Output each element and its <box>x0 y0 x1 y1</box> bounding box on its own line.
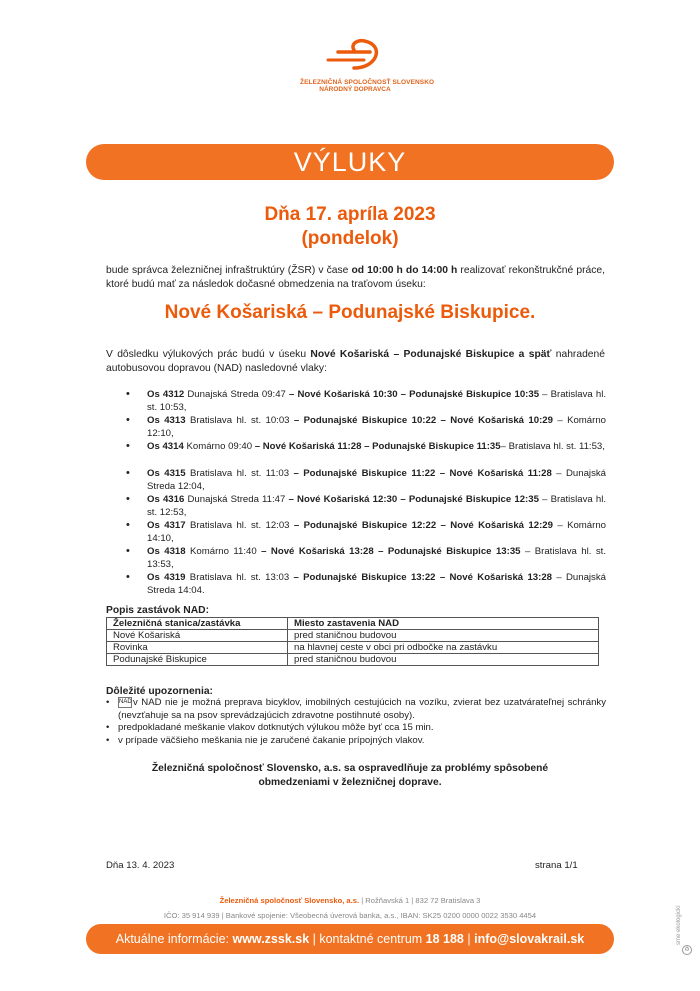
list-item: • Os 4318 Komárno 11:40 – Nové Košariská 13:28 – Podunajské Biskupice 13:35 – Bratislava hl. st. 13:53, <box>120 545 606 571</box>
contact-phone: 18 188 <box>425 932 464 946</box>
closure-date: Dňa 17. apríla 2023 <box>264 204 436 225</box>
notices-list <box>106 697 606 747</box>
table-row <box>107 642 599 654</box>
zssk-logo <box>300 38 435 108</box>
list-item: • Os 4314 Komárno 09:40 – Nové Košariská 11:28 – Podunajské Biskupice 11:35– Bratislava hl. st. 11:53, <box>120 440 606 466</box>
list-item: • Os 4313 Bratislava hl. st. 10:03 – Podunajské Biskupice 10:22 – Nové Košariská 10:29 – Komárno 12:10, <box>120 414 606 440</box>
stops-table <box>106 617 599 666</box>
list-item: • v prípade väčšieho meškania nie je zaručené čakanie prípojných vlakov. <box>106 735 606 748</box>
column-header: Miesto zastavenia NAD <box>288 618 599 630</box>
table-cell: pred staničnou budovou <box>288 654 599 666</box>
eco-icon: ♻ <box>682 945 692 955</box>
table-cell: Podunajské Biskupice <box>107 654 288 666</box>
company-footer <box>0 893 700 923</box>
bus-replacement-icon: NAD <box>118 697 132 708</box>
table-header-row <box>107 618 599 630</box>
apology-text: Železničná spoločnosť Slovensko, a.s. sa ospravedlňuje za problémy spôsobené obmedzeniami v železničnej doprave. <box>151 763 549 788</box>
table-cell: pred staničnou budovou <box>288 630 599 642</box>
zssk-logo-icon <box>324 38 386 78</box>
table-cell: Nové Košariská <box>107 630 288 642</box>
footer-bank: IČO: 35 914 939 | Bankové spojenie: Všeobecná úverová banka, a.s., IBAN: SK25 0200 0000 0022 3530 4454 <box>163 911 537 920</box>
contact-info-bar: Aktuálne informácie: www.zssk.sk | kontaktné centrum 18 188 | info@slovakrail.sk <box>86 924 614 954</box>
page-title-banner: VÝLUKY <box>86 144 614 180</box>
eco-note: sme ekologickí <box>676 905 682 945</box>
list-item: • Os 4315 Bratislava hl. st. 11:03 – Podunajské Biskupice 11:22 – Nové Košariská 11:28 – Dunajská Streda 12:04, <box>120 467 606 493</box>
consequence-paragraph: V dôsledku výlukových prác budú v úseku Nové Košariská – Podunajské Biskupice a späť nahradené autobusovou dopravou (NAD) nasledovné vlaky: <box>106 349 605 374</box>
closure-time: od 10:00 h do 14:00 h <box>351 265 458 276</box>
notices-title: Dôležité upozornenia: <box>106 686 213 697</box>
list-item: • Os 4312 Dunajská Streda 09:47 – Nové Košariská 10:30 – Podunajské Biskupice 10:35 – Bratislava hl. st. 10:53, <box>120 388 606 414</box>
website-link[interactable]: www.zssk.sk <box>232 932 310 946</box>
table-cell: na hlavnej ceste v obci pri odbočke na zastávku <box>288 642 599 654</box>
train-list <box>120 388 606 598</box>
affected-route: Nové Košariská – Podunajské Biskupice. <box>164 302 536 323</box>
table-row <box>107 630 599 642</box>
intro-paragraph: bude správca železničnej infraštruktúry (ŽSR) v čase od 10:00 h do 14:00 h realizovať rekonštrukčné práce, ktoré budú mať za následok dočasné obmedzenia na traťovom úseku: <box>106 265 605 290</box>
footer-company: Železničná spoločnosť Slovensko, a.s. <box>219 896 360 905</box>
column-header: Železničná stanica/zastávka <box>107 618 288 630</box>
stops-table-title: Popis zastávok NAD: <box>106 605 209 616</box>
affected-section: Nové Košariská – Podunajské Biskupice a späť <box>310 349 552 360</box>
email-link[interactable]: info@slovakrail.sk <box>474 932 585 946</box>
footer-address: | Rožňavská 1 | 832 72 Bratislava 3 <box>359 896 481 905</box>
table-cell: Rovinka <box>107 642 288 654</box>
table-row <box>107 654 599 666</box>
logo-subtitle: NÁRODNÝ DOPRAVCA <box>319 86 391 93</box>
closure-weekday: (pondelok) <box>301 228 399 249</box>
list-item: • NADv NAD nie je možná preprava bicyklov, imobilných cestujúcich na vozíku, zvierat bez uzatvárateľnej schránky (nevzťahuje sa na psov sprevádzajúcich zdravotne postihnuté osoby). <box>106 697 606 722</box>
page-number: strana 1/1 <box>535 860 578 871</box>
logo-company-name: ŽELEZNIČNÁ SPOLOČNOSŤ SLOVENSKO <box>300 79 435 86</box>
list-item: • Os 4316 Dunajská Streda 11:47 – Nové Košariská 12:30 – Podunajské Biskupice 12:35 – Bratislava hl. st. 12:53, <box>120 493 606 519</box>
list-item: • Os 4319 Bratislava hl. st. 13:03 – Podunajské Biskupice 13:22 – Nové Košariská 13:28 – Dunajská Streda 14:04. <box>120 571 606 597</box>
list-item: • Os 4317 Bratislava hl. st. 12:03 – Podunajské Biskupice 12:22 – Nové Košariská 12:29 – Komárno 14:10, <box>120 519 606 545</box>
issue-date: Dňa 13. 4. 2023 <box>106 860 175 871</box>
list-item: • predpokladané meškanie vlakov dotknutých výlukou môže byť cca 15 min. <box>106 722 606 735</box>
